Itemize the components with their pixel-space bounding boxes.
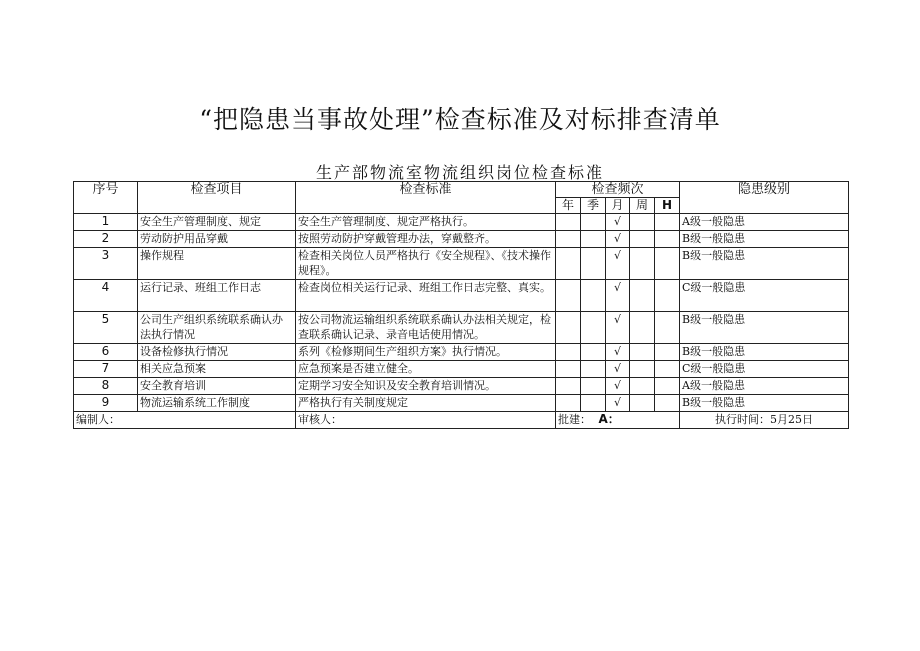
header-level: 隐患级别 <box>680 182 849 214</box>
row-year <box>556 248 581 280</box>
row-item: 公司生产组织系统联系确认办法执行情况 <box>138 312 296 344</box>
row-h <box>655 378 680 395</box>
row-quarter <box>581 231 606 248</box>
header-row <box>74 182 849 198</box>
row-year <box>556 312 581 344</box>
freq-year: 年 <box>556 198 581 214</box>
table-row <box>74 214 849 231</box>
row-level: B级一般隐患 <box>680 248 849 280</box>
row-item: 运行记录、班组工作日志 <box>138 280 296 312</box>
row-week <box>630 214 655 231</box>
row-h <box>655 361 680 378</box>
row-h <box>655 312 680 344</box>
freq-week: 周 <box>630 198 655 214</box>
row-item: 操作规程 <box>138 248 296 280</box>
reviewed-by-label: 审核人： <box>296 412 556 429</box>
row-standard: 安全生产管理制度、规定严格执行。 <box>296 214 556 231</box>
row-standard: 检查相关岗位人员严格执行《安全规程》、《技术操作规程》。 <box>296 248 556 280</box>
approved-by-label: 批建： <box>558 413 591 426</box>
document-subtitle: 生产部物流室物流组织岗位检查标准 <box>315 163 604 182</box>
row-item: 物流运输系统工作制度 <box>138 395 296 412</box>
row-quarter <box>581 378 606 395</box>
row-week <box>630 231 655 248</box>
row-seq: 2 <box>74 231 138 248</box>
row-year <box>556 280 581 312</box>
row-level: B级一般隐患 <box>680 344 849 361</box>
row-year <box>556 214 581 231</box>
row-year <box>556 344 581 361</box>
row-quarter <box>581 248 606 280</box>
row-item: 设备检修执行情况 <box>138 344 296 361</box>
row-year <box>556 395 581 412</box>
row-seq: 7 <box>74 361 138 378</box>
row-item: 劳动防护用品穿戴 <box>138 231 296 248</box>
row-month-check: √ <box>606 312 630 344</box>
row-seq: 4 <box>74 280 138 312</box>
row-standard: 按公司物流运输组织系统联系确认办法相关规定，检查联系确认记录、录音电话使用情况。 <box>296 312 556 344</box>
row-week <box>630 280 655 312</box>
table-row <box>74 312 849 344</box>
row-month-check: √ <box>606 248 630 280</box>
table-row <box>74 280 849 312</box>
row-level: C级一般隐患 <box>680 280 849 312</box>
row-level: A级一般隐患 <box>680 378 849 395</box>
header-item: 检查项目 <box>138 182 296 214</box>
header-standard: 检查标准 <box>296 182 556 214</box>
header-seq: 序号 <box>74 182 138 214</box>
row-quarter <box>581 344 606 361</box>
row-seq: 8 <box>74 378 138 395</box>
row-quarter <box>581 214 606 231</box>
row-week <box>630 378 655 395</box>
row-h <box>655 231 680 248</box>
row-year <box>556 378 581 395</box>
execution-time: 执行时间：5月25日 <box>680 412 849 429</box>
row-week <box>630 312 655 344</box>
row-standard: 检查岗位相关运行记录、班组工作日志完整、真实。 <box>296 280 556 312</box>
row-week <box>630 361 655 378</box>
signature-row <box>74 412 849 429</box>
row-seq: 6 <box>74 344 138 361</box>
table-row <box>74 361 849 378</box>
row-standard: 按照劳动防护穿戴管理办法，穿戴整齐。 <box>296 231 556 248</box>
row-level: C级一般隐患 <box>680 361 849 378</box>
row-week <box>630 248 655 280</box>
row-month-check: √ <box>606 378 630 395</box>
row-month-check: √ <box>606 344 630 361</box>
row-item: 相关应急预案 <box>138 361 296 378</box>
row-quarter <box>581 312 606 344</box>
row-year <box>556 361 581 378</box>
row-h <box>655 214 680 231</box>
row-standard: 应急预案是否建立健全。 <box>296 361 556 378</box>
row-h <box>655 344 680 361</box>
row-seq: 1 <box>74 214 138 231</box>
header-frequency: 检查频次 <box>556 182 680 198</box>
row-month-check: √ <box>606 214 630 231</box>
row-seq: 5 <box>74 312 138 344</box>
freq-quarter: 季 <box>581 198 606 214</box>
row-seq: 3 <box>74 248 138 280</box>
row-quarter <box>581 280 606 312</box>
row-month-check: √ <box>606 280 630 312</box>
table-row <box>74 344 849 361</box>
approved-mark: A： <box>598 412 620 426</box>
row-month-check: √ <box>606 231 630 248</box>
row-h <box>655 280 680 312</box>
freq-month: 月 <box>606 198 630 214</box>
inspection-table <box>73 181 849 429</box>
approval-cell <box>556 412 680 429</box>
row-seq: 9 <box>74 395 138 412</box>
row-year <box>556 231 581 248</box>
document-title: “把隐患当事故处理”检查标准及对标排查清单 <box>199 105 721 134</box>
row-week <box>630 344 655 361</box>
row-item: 安全教育培训 <box>138 378 296 395</box>
row-standard: 系列《检修期间生产组织方案》执行情况。 <box>296 344 556 361</box>
table-row <box>74 248 849 280</box>
row-h <box>655 395 680 412</box>
row-standard: 定期学习安全知识及安全教育培训情况。 <box>296 378 556 395</box>
row-h <box>655 248 680 280</box>
row-quarter <box>581 395 606 412</box>
freq-h: H <box>655 198 680 214</box>
row-level: B级一般隐患 <box>680 231 849 248</box>
compiled-by-label: 编制人： <box>74 412 296 429</box>
row-level: B级一般隐患 <box>680 312 849 344</box>
row-week <box>630 395 655 412</box>
table-row <box>74 231 849 248</box>
table-row <box>74 395 849 412</box>
row-quarter <box>581 361 606 378</box>
row-level: A级一般隐患 <box>680 214 849 231</box>
row-month-check: √ <box>606 395 630 412</box>
row-level: B级一般隐患 <box>680 395 849 412</box>
table-row <box>74 378 849 395</box>
row-month-check: √ <box>606 361 630 378</box>
row-standard: 严格执行有关制度规定 <box>296 395 556 412</box>
row-item: 安全生产管理制度、规定 <box>138 214 296 231</box>
